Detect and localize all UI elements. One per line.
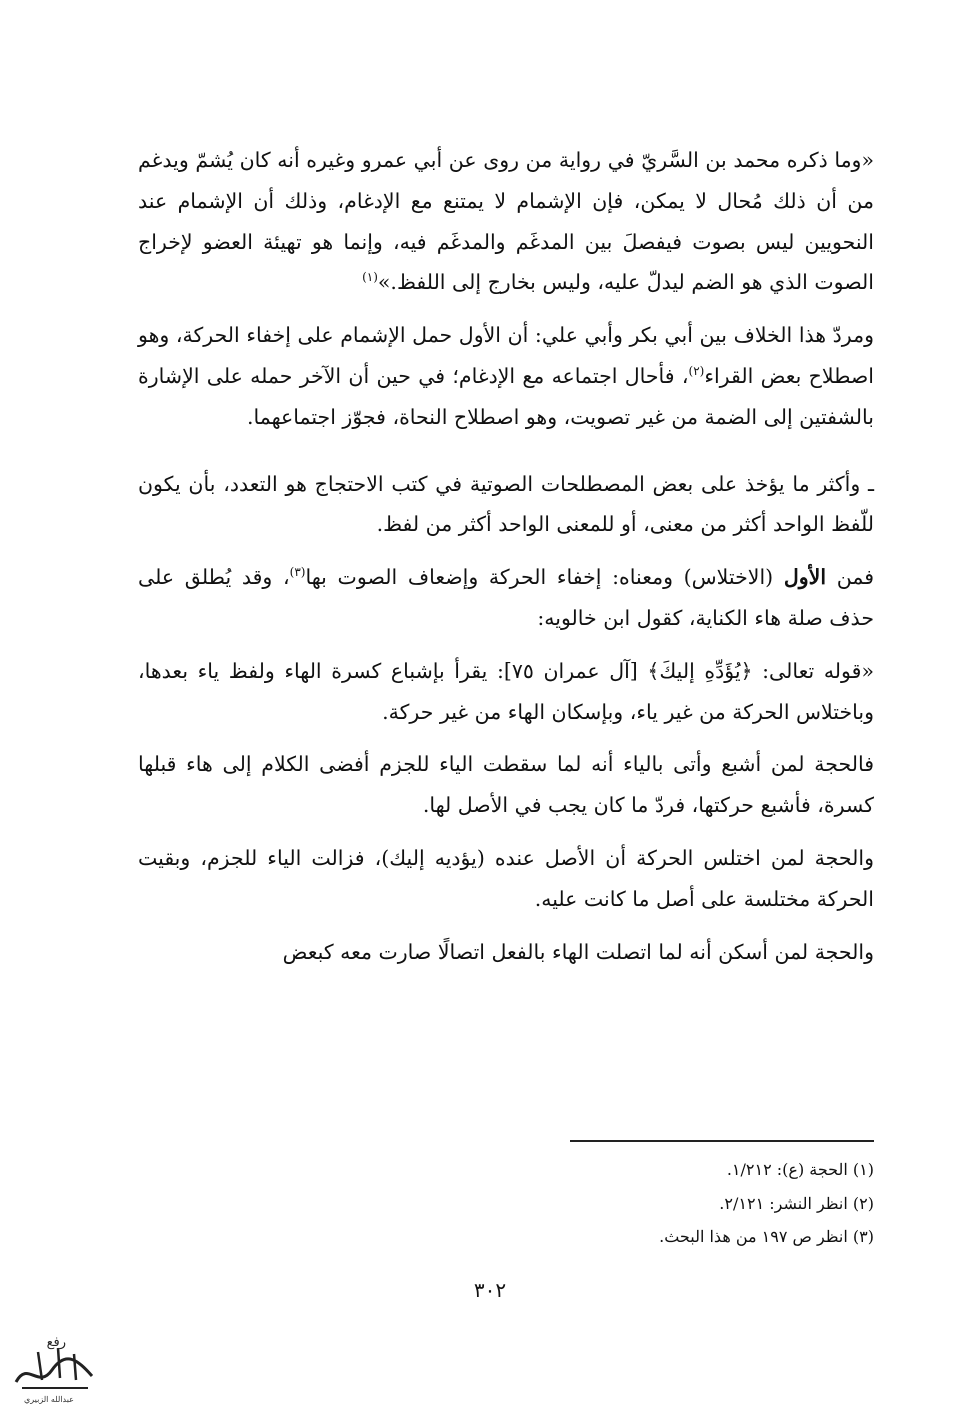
paragraph-text: فمن [836, 565, 874, 590]
paragraph-text: ـ وأكثر ما يؤخذ على بعض المصطلحات الصوتية في كتب الاحتجاج هو التعدد، بأن يكون للّفظ الواحد أكثر من معنى، أو للمعنى الواحد أكثر من لفظ. [138, 471, 874, 537]
stamp-stroke [16, 1359, 92, 1382]
paragraph-ikhtilas [138, 557, 874, 639]
paragraph-hujja-iskan [138, 932, 874, 973]
page-number: ٣٠٢ [473, 1278, 507, 1302]
footnote-ref-1: (١) [362, 270, 378, 285]
quote-paragraph-ismam [138, 140, 874, 303]
footnote-ref-3: (٣) [289, 565, 306, 580]
paragraph-text: والحجة لمن اختلس الحركة أن الأصل عنده (يؤديه إليك)، فزالت الياء للجزم، وبقيت الحركة مختلسة على أصل ما كانت عليه. [138, 845, 874, 911]
main-text [138, 140, 874, 972]
stamp-text-sub: عبدالله الزبيري [24, 1395, 74, 1404]
paragraph-text: فالحجة لمن أشبع وأتى بالياء أنه لما سقطت الياء للجزم أفضى الكلام إلى هاء قبلها كسرة، فأشبع حركتها، فردّ ما كان يجب في الأصل لها. [138, 752, 874, 818]
footnote-separator [570, 1140, 874, 1142]
paragraph-terminology [138, 464, 874, 546]
footnote-1: (١) الحجة (ع): ١/٢١٢. [726, 1160, 874, 1179]
paragraph-text: ، فأحال اجتماعه مع الإدغام؛ في حين أن الآخر حمله على الإشارة بالشفتين إلى الضمة من غير تصويت، وهو اصطلاح النحاة، فجوّز اجتماعهما. [138, 363, 874, 429]
quote-text: «وما ذكره محمد بن السَّريّ في رواية من روى عن أبي عمرو وغيره أنه كان يُشمّ ويدغم من أن ذلك مُحال لا يمكن، فإن الإشمام لا يمتنع مع الإدغام، وذلك أن الإشمام عند النحويين ليس بصوت فيفصلَ بين المدغَم والمدغَم فيه، وإنما هو تهيئة العضو لإخراج الصوت الذي هو الضم ليدلّ عليه، وليس بخارج إلى اللفظ.» [138, 148, 874, 295]
paragraph-text: «قوله تعالى: ﴿يُؤَدِّهِ إليكَ﴾ [آل عمران ٧٥]: يقرأ بإشباع كسرة الهاء ولفظ ياء بعدها، وباختلاس الحركة من غير ياء، وبإسكان الهاء من غير حركة. [138, 658, 874, 724]
paragraph-text: ومردّ هذا الخلاف بين أبي بكر وأبي علي: أن الأول حمل الإشمام على إخفاء الحركة، وهو اصطلاح بعض القراء [138, 323, 874, 388]
paragraph-hujja-ishba [138, 744, 874, 826]
stamp-text-top: رفع [46, 1335, 66, 1350]
calligraphy-stamp-logo [8, 1330, 100, 1408]
paragraph-text: والحجة لمن أسكن أنه لما اتصلت الهاء بالفعل اتصالًا صارت معه كبعض [282, 939, 874, 964]
paragraph-hujja-ikhtilas [138, 838, 874, 920]
quote-paragraph-ibn-khalawayh [138, 651, 874, 733]
footnote-2: (٢) انظر النشر: ٢/١٢١. [719, 1193, 874, 1213]
footnote-3: (٣) انظر ص ١٩٧ من هذا البحث. [659, 1227, 874, 1246]
paragraph-disagreement [138, 315, 874, 437]
footnotes [400, 1153, 874, 1254]
bold-term: الأول [783, 565, 827, 590]
paragraph-text: (الاختلاس) ومعناه: إخفاء الحركة وإضعاف الصوت بها [305, 565, 774, 590]
paragraph-text: ، وقد يُطلق على حذف صلة هاء الكناية، كقول ابن خالويه: [138, 565, 874, 630]
footnote-ref-2: (٢) [688, 364, 705, 379]
